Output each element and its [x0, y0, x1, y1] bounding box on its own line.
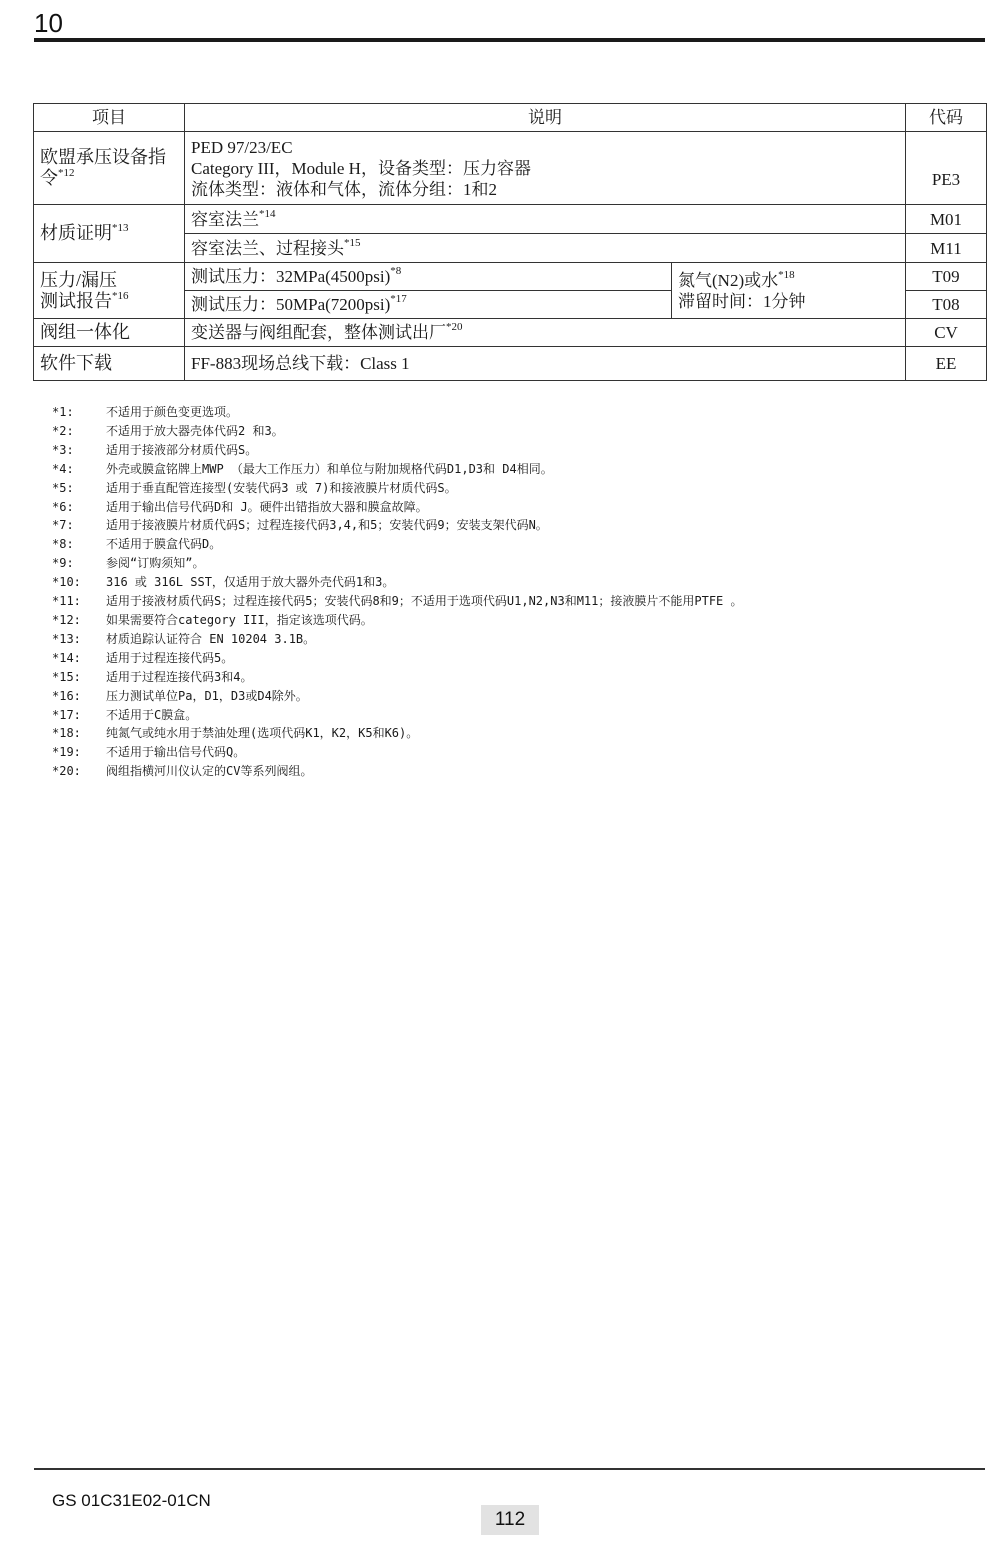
table-row-software: [34, 347, 987, 381]
footnote-item: *8: 不适用于膜盒代码D。: [52, 537, 222, 552]
item-material: [34, 205, 185, 263]
table-row-material-1: [34, 205, 987, 234]
item-ped-label: 欧盟承压设备指令: [40, 147, 166, 188]
item-software: 软件下载: [34, 347, 185, 381]
pressure-1-footnote: *8: [390, 265, 402, 278]
material-2-footnote: *15: [344, 236, 361, 249]
document-id: GS 01C31E02-01CN: [52, 1491, 211, 1510]
manifold-footnote: *20: [446, 321, 463, 334]
footnote-item: *4: 外壳或膜盒铭牌上MWP （最大工作压力）和单位与附加规格代码D1,D3和 D4相同。: [52, 461, 553, 476]
description-pressure-2: 测试压力：$50MPa(7200psi)^{*17}$: [185, 291, 672, 319]
header-rule: [34, 38, 985, 42]
material-1-footnote: *14: [259, 207, 276, 220]
footnote-item: *18: 纯氮气或纯水用于禁油处理(选项代码K1，K2，K5和K6)。: [52, 726, 419, 741]
option-spec-table: [33, 103, 987, 381]
pressure-medium-footnote: *18: [778, 268, 795, 281]
footnote-item: *15: 适用于过程连接代码3和4。: [52, 669, 253, 684]
ped-line-1: PED 97/23/EC: [191, 137, 293, 157]
pressure-medium-cell: [672, 263, 906, 319]
footnote-item: *1: 不适用于颜色变更选项。: [52, 405, 239, 419]
description-material-1: 容室法兰$^{*14}$: [185, 205, 906, 234]
footnote-item: *13: 材质追踪认证符合 EN 10204 3.1B。: [52, 631, 316, 646]
item-pressure-line-1: 压力/漏压: [40, 269, 118, 290]
footnotes-list: [52, 403, 743, 781]
code-manifold: CV: [906, 319, 987, 347]
footnote-item: *16: 压力测试单位Pa，D1，D3或D4除外。: [52, 688, 308, 703]
pressure-2-footnote: *17: [390, 293, 407, 306]
code-material-2: M11: [906, 234, 987, 263]
item-pressure-line-2: 测试报告: [40, 290, 112, 311]
item-material-footnote: *13: [112, 222, 129, 234]
pressure-medium: 氮气(N2)或水: [678, 270, 779, 290]
footnote-item: *11: 适用于接液材质代码S；过程连接代码5；安装代码8和9；不适用于选项代码U1,N2,N3和M11；接液膜片不能用PTFE 。: [52, 594, 743, 609]
code-ped: PE3: [906, 132, 987, 205]
footer-rule: [34, 1468, 985, 1470]
description-ped: [185, 132, 906, 205]
table-row-ped: [34, 132, 987, 205]
chapter-number: 10: [34, 8, 63, 38]
description-manifold: 变送器与阀组配套，整体测试出厂$^{*20}$: [185, 319, 906, 347]
description-pressure-1: 测试压力：$32MPa(4500psi)^{*8}$: [185, 263, 672, 291]
header-item: 项目: [34, 104, 185, 132]
page-number: 112: [481, 1505, 539, 1535]
code-material-1: M01: [906, 205, 987, 234]
table-row-manifold: [34, 319, 987, 347]
item-manifold: 阀组一体化: [34, 319, 185, 347]
footnote-item: *9: 参阅“订购须知”。: [52, 556, 205, 571]
code-software: EE: [906, 347, 987, 381]
ped-line-3: 流体类型：液体和气体，流体分组：1和2: [191, 179, 497, 199]
code-pressure-2: T08: [906, 291, 987, 319]
footnote-item: *2: 不适用于放大器壳体代码2 和3。: [52, 423, 284, 438]
table-header-row: [34, 104, 987, 132]
footnote-item: *20: 阀组指横河川仪认定的CV等系列阀组。: [52, 764, 313, 779]
footnote-item: *3: 适用于接液部分材质代码S。: [52, 442, 258, 457]
footnote-item: *19: 不适用于输出信号代码Q。: [52, 745, 246, 760]
code-pressure-1: T09: [906, 263, 987, 291]
footnote-item: *14: 适用于过程连接代码5。: [52, 650, 234, 665]
description-material-2: 容室法兰、过程接头$^{*15}$: [185, 234, 906, 263]
header-description: 说明: [185, 104, 906, 132]
item-material-label: 材质证明: [40, 223, 112, 243]
item-pressure-footnote: *16: [112, 289, 129, 302]
footnote-item: *10: 316 或 316L SST，仅适用于放大器外壳代码1和3。: [52, 575, 395, 590]
item-ped-footnote: *12: [58, 167, 75, 179]
header-code: 代码: [906, 104, 987, 132]
description-software: FF-883现场总线下载：Class 1: [185, 347, 906, 381]
ped-line-2: Category III，Module H，设备类型：压力容器: [191, 158, 531, 178]
footnote-item: *12: 如果需要符合category III，指定该选项代码。: [52, 612, 373, 627]
table-row-pressure-1: [34, 263, 987, 291]
footnote-item: *5: 适用于垂直配管连接型(安装代码3 或 7)和接液膜片材质代码S。: [52, 480, 457, 495]
footnote-item: *6: 适用于输出信号代码D和 J。硬件出错指放大器和膜盒故障。: [52, 499, 428, 514]
footnote-item: *17: 不适用于C膜盒。: [52, 707, 198, 722]
item-pressure: [34, 263, 185, 319]
pressure-hold-time: 滞留时间：1分钟: [678, 291, 806, 311]
item-ped: [34, 132, 185, 205]
footnote-item: *7: 适用于接液膜片材质代码S；过程连接代码3,4,和5；安装代码9；安装支架代码N。: [52, 518, 548, 533]
